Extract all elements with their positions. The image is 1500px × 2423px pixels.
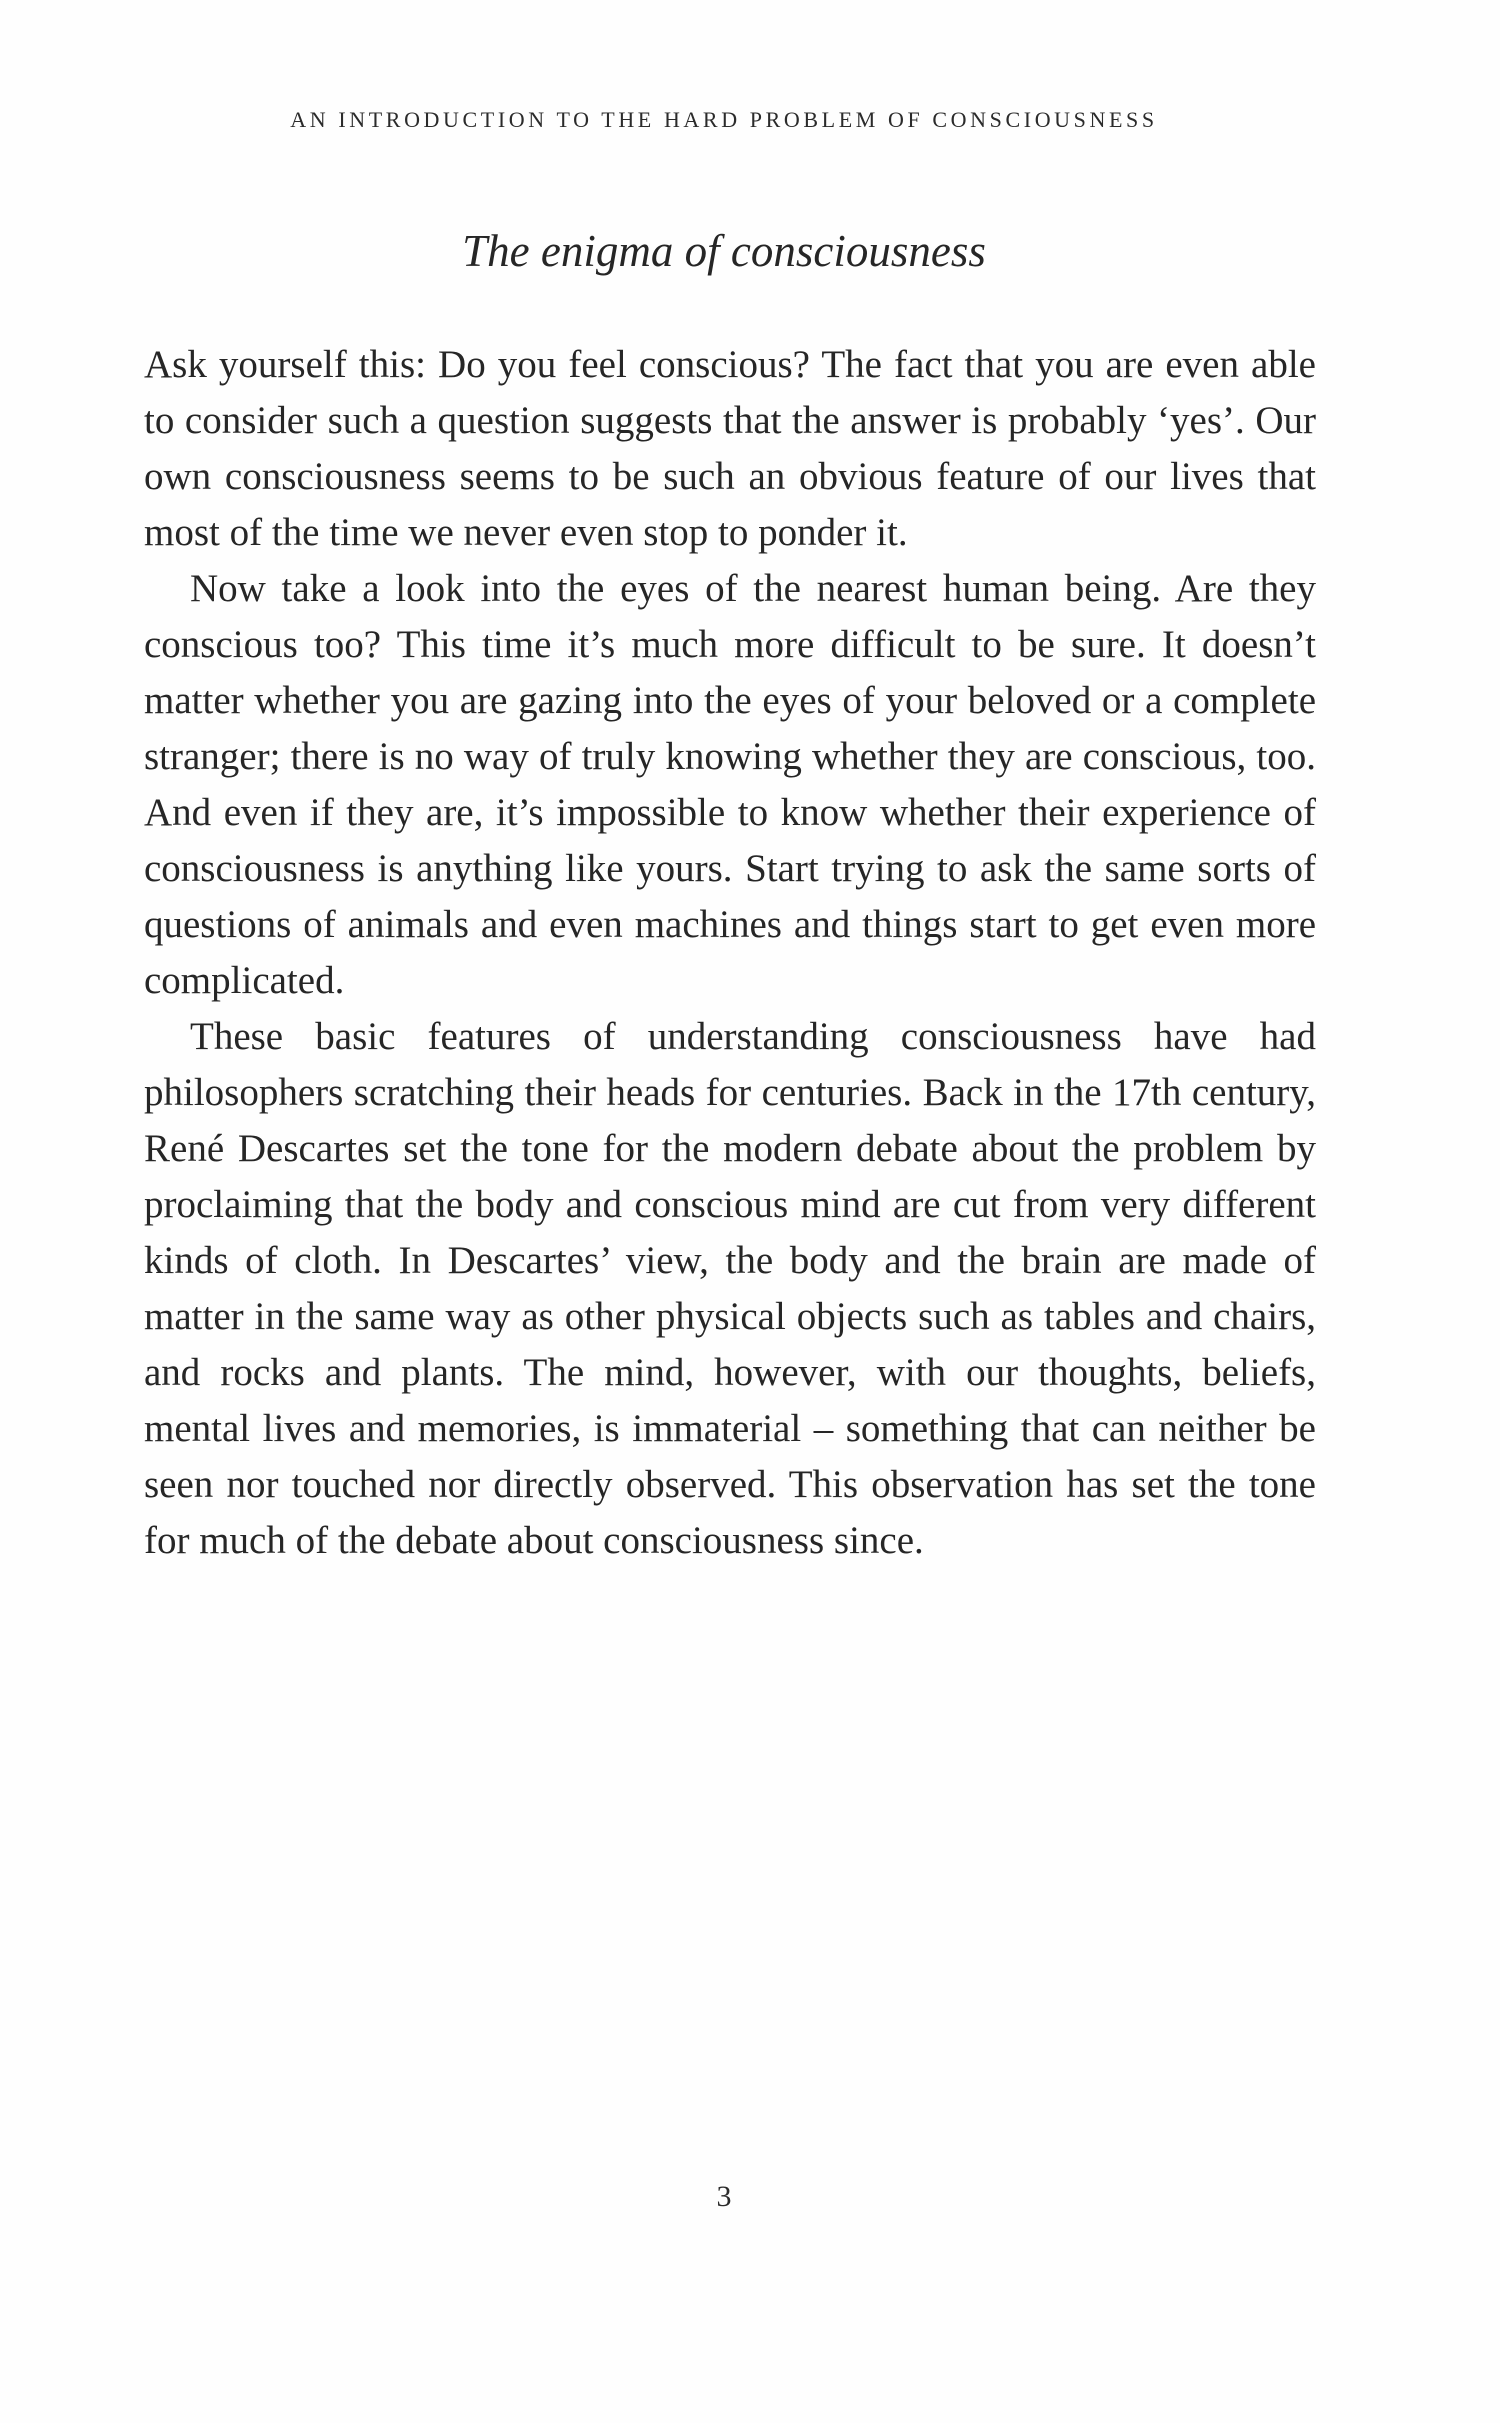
section-title: The enigma of consciousness [462, 226, 986, 276]
paragraph-2: Now take a look into the eyes of the nearest human being. Are they conscious too? This time it’s much more difficult to be sure. It doesn’t matter whether you are gazing into the eyes of your beloved or a complete stranger; there is no way of truly knowing whether they are conscious, too. And even if they are, it’s impossible to know whether their experience of consciousness is anything like yours. Start trying to ask the same sorts of questions of animals and even machines and things start to get even more complicated. [144, 567, 1316, 1002]
paragraph-1: Ask yourself this: Do you feel conscious? The fact that you are even able to consider such a question suggests that the answer is probably ‘yes’. Our own consciousness seems to be such an obvious feature of our lives that most of the time we never even stop to ponder it. [144, 343, 1316, 554]
paragraph-3: These basic features of understanding consciousness have had philosophers scratching their heads for centuries. Back in the 17th century, René Descartes set the tone for the modern debate about the problem by proclaiming that the body and conscious mind are cut from very different kinds of cloth. In Descartes’ view, the body and the brain are made of matter in the same way as other physical objects such as tables and chairs, and rocks and plants. The mind, however, with our thoughts, beliefs, mental lives and memories, is immaterial – something that can neither be seen nor touched nor directly observed. This observation has set the tone for much of the debate about consciousness since. [144, 1015, 1316, 1562]
running-head: AN INTRODUCTION TO THE HARD PROBLEM OF CONSCIOUSNESS [290, 107, 1158, 132]
body-text [144, 337, 1316, 1569]
page-number: 3 [716, 2180, 732, 2213]
